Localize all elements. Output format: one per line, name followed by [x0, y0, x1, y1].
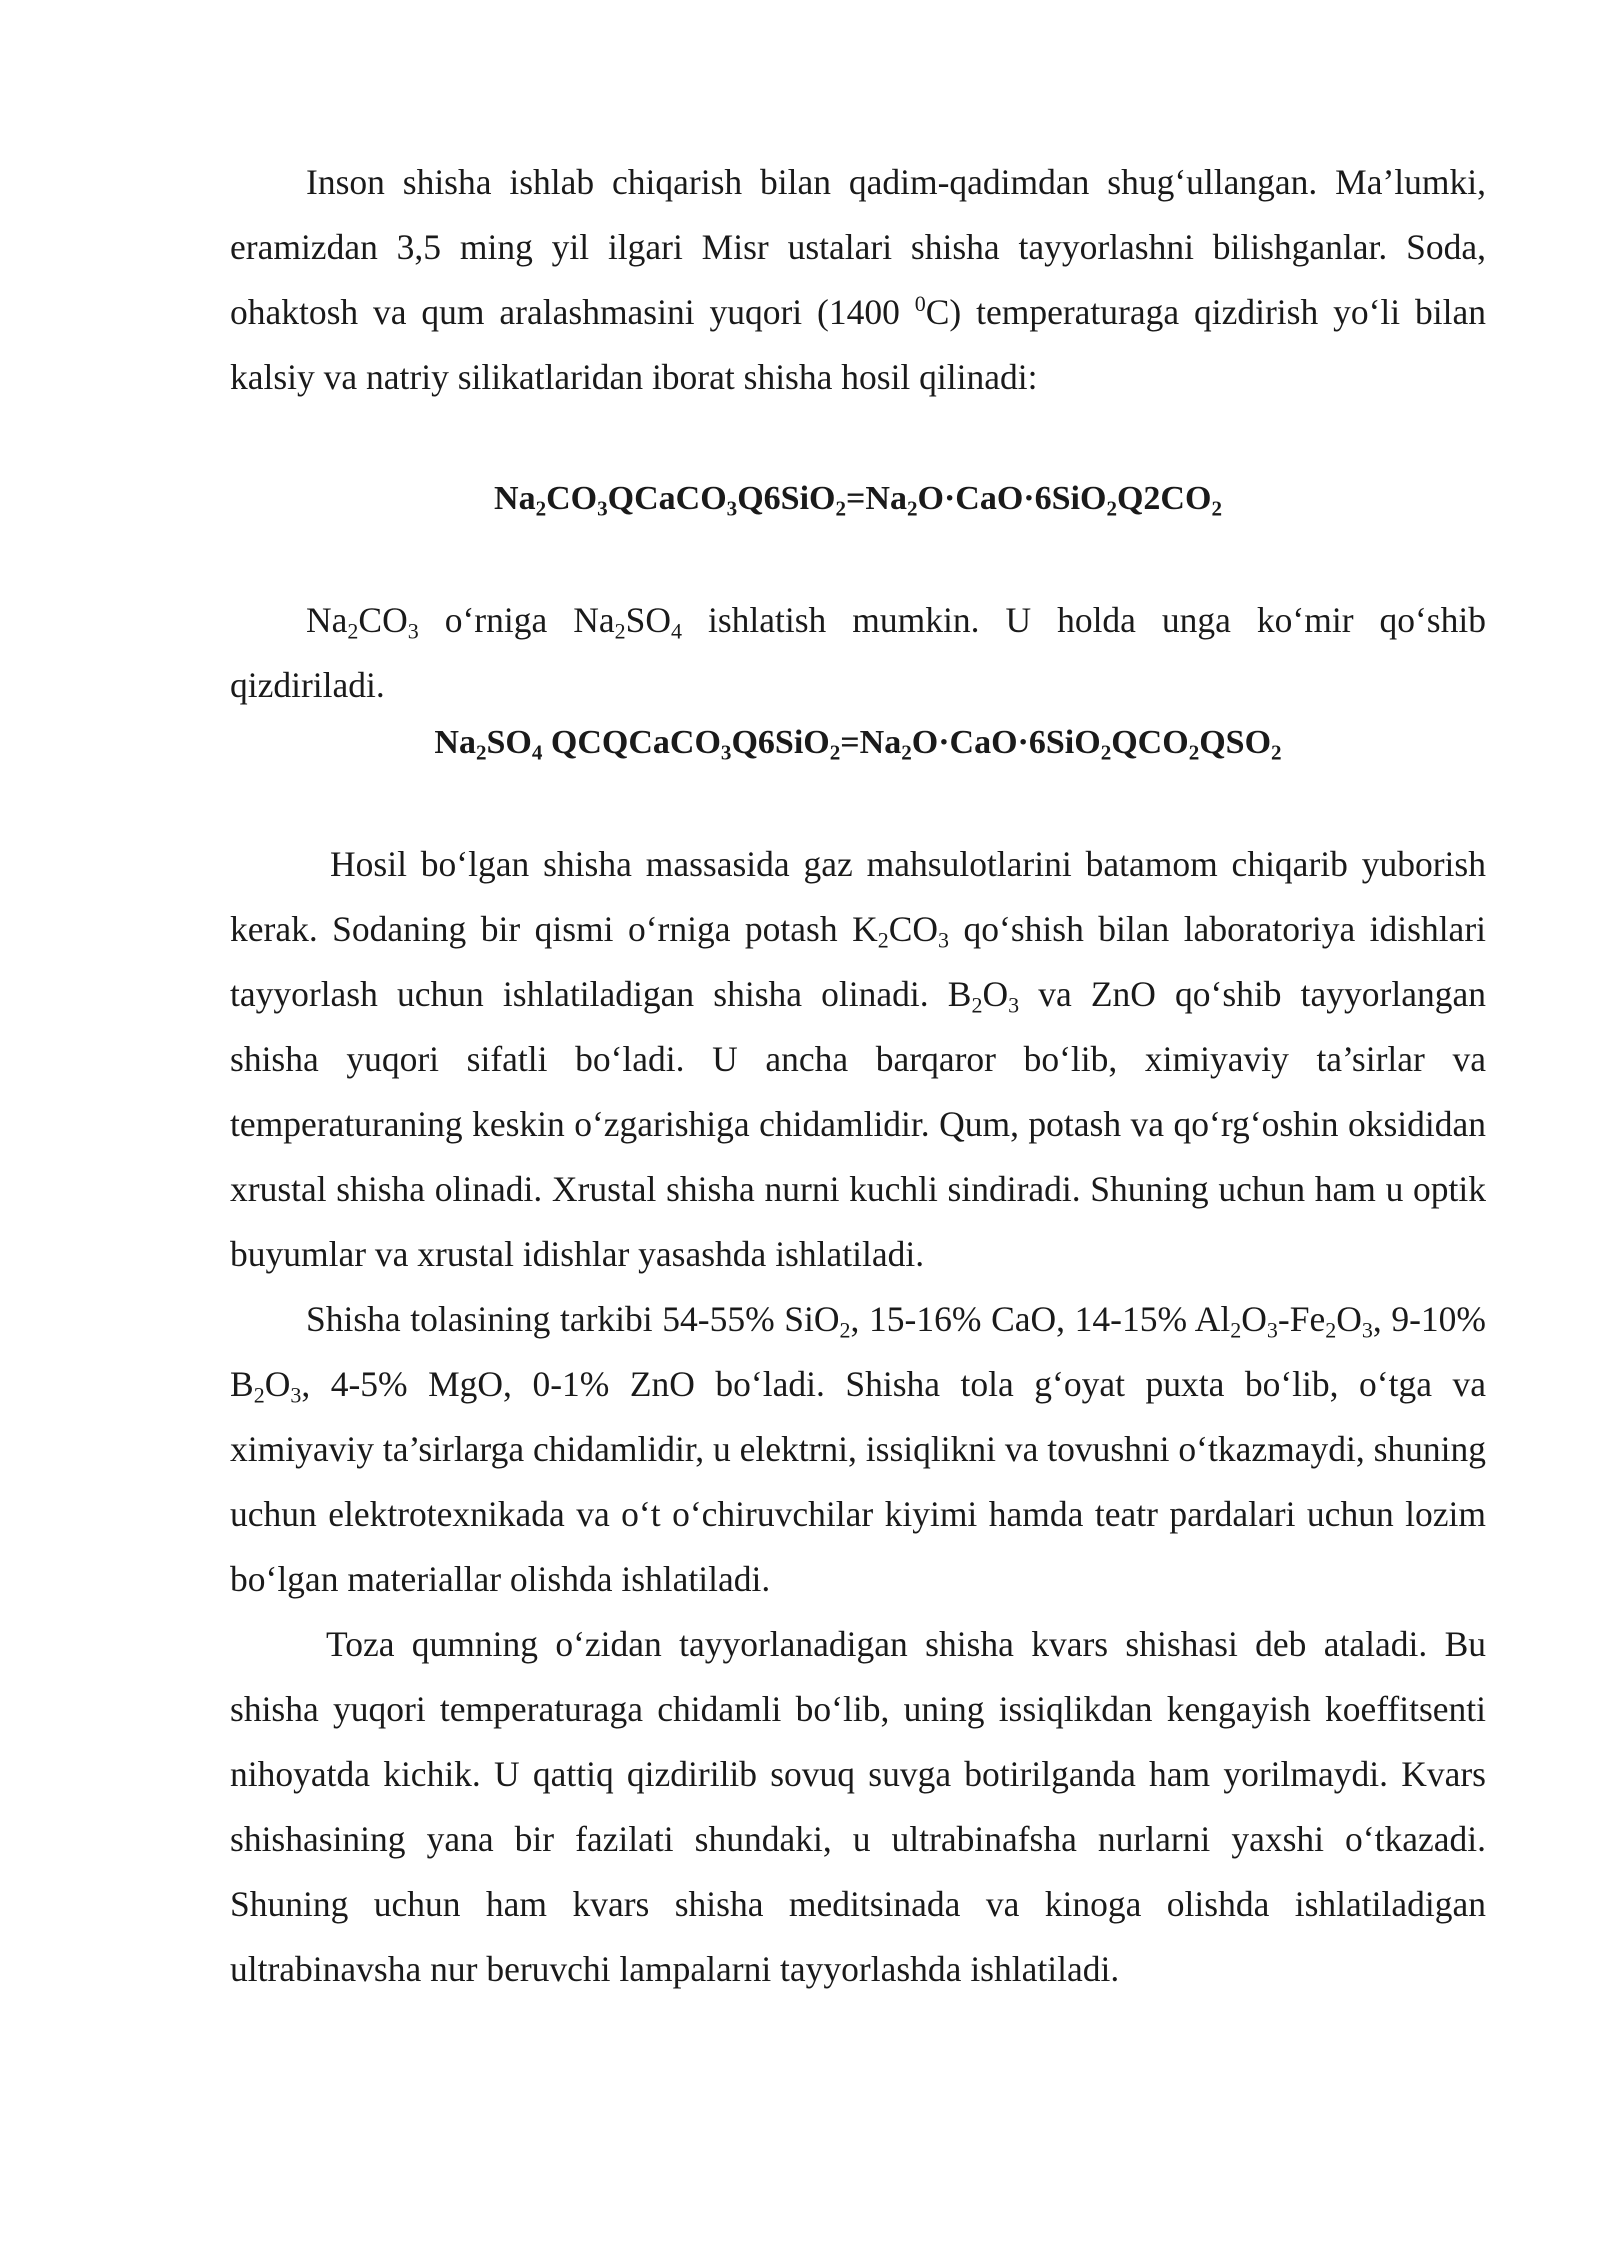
equation-2	[230, 718, 1486, 768]
text-run: va ZnO qo‘shib tayyorlangan shisha yuqori sifatli bo‘ladi. U ancha barqaror bo‘lib, ximiyaviy ta’sirlar va temperaturaning keskin o‘zgarishiga chidamlidir. Qum, potash va qo‘rg‘oshin oksididan xrustal shisha olinadi. Xrustal shisha nurni kuchli sindiradi. Shuning uchun ham u optik buyumlar va xrustal idishlar yasashda ishlatiladi.	[230, 974, 1486, 1274]
text-run: O	[264, 1364, 291, 1404]
text-run: CO	[546, 480, 598, 517]
text-run: O	[1336, 1299, 1362, 1339]
text-run: qo‘shish bilan laboratoriya idishlari tayyorlash uchun ishlatiladigan shisha olinadi. B	[230, 909, 1486, 1014]
subscript: 2	[1100, 740, 1112, 765]
text-run: QSO	[1199, 724, 1272, 761]
subscript: 2	[829, 740, 841, 765]
text-run: CO	[888, 909, 939, 949]
subscript: 4	[670, 618, 682, 644]
text-run: Shisha tolasining tarkibi 54-55% SiO	[306, 1299, 840, 1339]
subscript: 3	[597, 496, 608, 521]
text-run: Q6SiO	[737, 480, 836, 517]
paragraph-shisha-tola	[230, 1287, 1486, 1612]
paragraph-intro-text-a: Inson shisha ishlab chiqarish bilan qadim-qadimdan shug‘ullangan. Ma’lumki, eramizdan 3,5 ming yil ilgari Misr ustalari shisha tayyorlashni bilishganlar. Soda, ohaktosh va qum aralashmasini yuqori (1400	[230, 162, 1486, 332]
subscript: 2	[1325, 1317, 1337, 1343]
subscript: 3	[726, 496, 738, 521]
subscript: 3	[1008, 992, 1020, 1018]
subscript: 2	[877, 927, 889, 953]
text-run: O	[982, 974, 1009, 1014]
subscript: 2	[475, 740, 487, 765]
text-run: QCaCO	[607, 480, 727, 517]
text-run: , 9-10% B	[230, 1299, 1486, 1404]
subscript: 3	[1266, 1317, 1278, 1343]
subscript: 4	[531, 740, 543, 765]
equation-1	[230, 474, 1486, 524]
subscript: 2	[1188, 740, 1200, 765]
text-run: , 15-16% CaO, 14-15% Al	[850, 1299, 1231, 1339]
subscript: 3	[407, 618, 419, 644]
subscript: 2	[906, 496, 918, 521]
subscript: 2	[1211, 496, 1222, 521]
text-run: O·CaO·6SiO	[917, 480, 1107, 517]
subscript: 2	[1230, 1317, 1242, 1343]
text-run: Na	[494, 480, 536, 517]
subscript: 2	[901, 740, 912, 765]
subscript: 3	[1361, 1317, 1373, 1343]
text-run: Hosil bo‘lgan shisha massasida gaz mahsulotlarini batamom chiqarib yuborish kerak. Sodaning bir qismi o‘rniga potash K	[230, 844, 1486, 949]
subscript: 3	[720, 740, 732, 765]
paragraph-hosil	[230, 832, 1486, 1287]
text-run: O·CaO·6SiO	[911, 724, 1101, 761]
text-run: , 4-5% MgO, 0-1% ZnO bo‘ladi. Shisha tola g‘oyat puxta bo‘lib, o‘tga va ximiyaviy ta’sirlarga chidamlidir, u elektrni, issiqlikni va tovushni o‘tkazmaydi, shuning uchun elektrotexnikada va o‘t o‘chiruvchilar kiyimi hamda teatr pardalari uchun lozim bo‘lgan materiallar olishda ishlatiladi.	[230, 1364, 1487, 1599]
text-run: QCQCaCO	[542, 724, 721, 761]
text-run: Q2CO	[1116, 480, 1212, 517]
text-run: CO	[358, 600, 408, 640]
paragraph-kvars: Toza qumning o‘zidan tayyorlanadigan shisha kvars shishasi deb ataladi. Bu shisha yuqori temperaturaga chidamli bo‘lib, uning issiqlikdan kengayish koeffitsenti nihoyatda kichik. U qattiq qizdirilib sovuq suvga botirilganda ham yorilmaydi. Kvars shishasining yana bir fazilati shundaki, u ultrabinafsha nurlarni yaxshi o‘tkazadi. Shuning uchun ham kvars shisha meditsinada va kinoga olishda ishlatiladigan ultrabinavsha nur beruvchi lampalarni tayyorlashda ishlatiladi.	[230, 1624, 1486, 1989]
subscript: 3	[938, 927, 950, 953]
text-run: o‘rniga Na	[418, 600, 615, 640]
subscript: 2	[1106, 496, 1117, 521]
subscript: 2	[835, 496, 847, 521]
subscript: 2	[971, 992, 983, 1018]
degree-superscript: 0	[914, 290, 926, 316]
subscript: 2	[253, 1382, 265, 1408]
text-run: SO	[486, 724, 532, 761]
paragraph-intro-text-b: C) temperaturaga qizdirish yo‘li bilan kalsiy va natriy silikatlaridan iborat shisha hosil qilinadi:	[230, 292, 1487, 397]
subscript: 3	[290, 1382, 302, 1408]
subscript: 2	[347, 618, 359, 644]
text-run: =Na	[846, 480, 907, 517]
paragraph-na2so4	[230, 588, 1486, 718]
text-run: -Fe	[1277, 1299, 1326, 1339]
text-run: =Na	[840, 724, 902, 761]
subscript: 2	[1271, 740, 1282, 765]
paragraph-intro	[230, 150, 1486, 410]
subscript: 2	[839, 1317, 851, 1343]
subscript: 2	[535, 496, 547, 521]
text-run: SO	[625, 600, 671, 640]
text-run: ishlatish mumkin. U holda unga ko‘mir qo‘shib qizdiriladi.	[230, 600, 1486, 705]
text-run: QCO	[1111, 724, 1189, 761]
text-run: Na	[306, 600, 348, 640]
document-page	[230, 150, 1486, 2002]
text-run: Na	[434, 724, 476, 761]
text-run: O	[1241, 1299, 1267, 1339]
text-run: Q6SiO	[731, 724, 830, 761]
subscript: 2	[614, 618, 626, 644]
